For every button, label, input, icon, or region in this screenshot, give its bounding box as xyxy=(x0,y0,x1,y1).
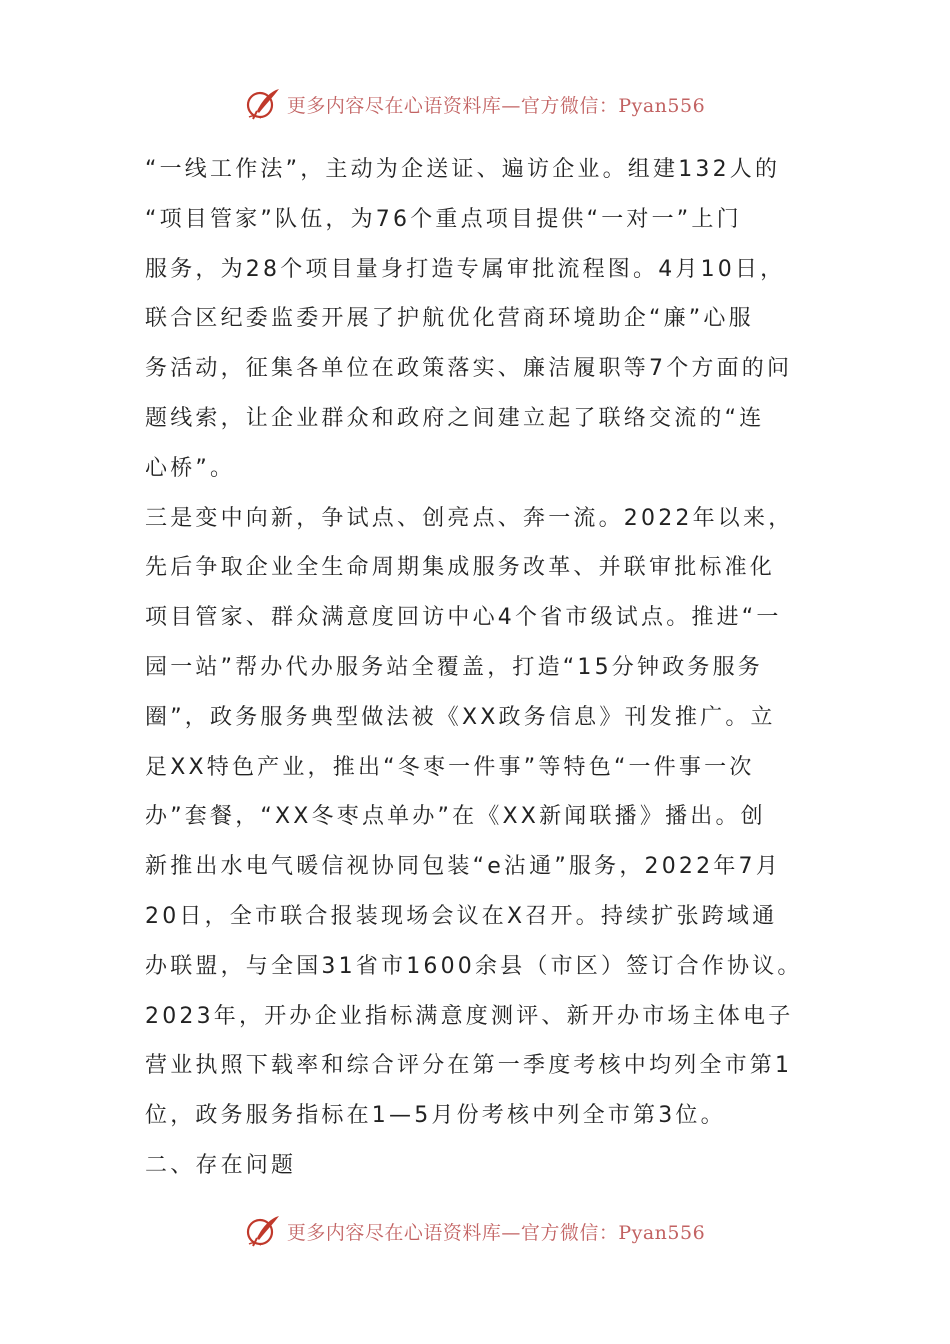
header-watermark xyxy=(0,84,950,124)
text-line: 办”套餐，“XX冬枣点单办”在《XX新闻联播》播出。创 xyxy=(145,804,766,830)
text-line: 20日，全市联合报装现场会议在X召开。持续扩张跨域通 xyxy=(145,903,778,929)
text-line: “项目管家”队伍，为76个重点项目提供“一对一”上门 xyxy=(145,206,742,232)
text-line: 营业执照下载率和综合评分在第一季度考核中均列全市第1 xyxy=(145,1053,793,1079)
text-line: 新推出水电气暖信视协同包装“e沾通”服务，2022年7月 xyxy=(145,854,781,880)
text-line: 圈”，政务服务典型做法被《XX政务信息》刊发推广。立 xyxy=(145,704,776,730)
quill-pen-logo-icon xyxy=(245,87,281,121)
text-line: 务活动，征集各单位在政策落实、廉洁履职等7个方面的问 xyxy=(145,356,793,382)
text-line: 项目管家、群众满意度回访中心4个省市级试点。推进“一 xyxy=(145,605,782,631)
text-line: 联合区纪委监委开展了护航优化营商环境助企“廉”心服 xyxy=(145,306,754,332)
document-body xyxy=(145,145,815,1191)
footer-watermark xyxy=(0,1211,950,1251)
text-line: 题线索，让企业群众和政府之间建立起了联络交流的“连 xyxy=(145,405,765,431)
text-line: 办联盟，与全国31省市1600余县（市区）签订合作协议。 xyxy=(145,953,803,979)
text-line: 服务，为28个项目量身打造专属审批流程图。4月10日， xyxy=(145,256,786,282)
quill-pen-logo-icon xyxy=(245,1214,281,1248)
text-line: 园一站”帮办代办服务站全覆盖，打造“15分钟政务服务 xyxy=(145,654,763,680)
text-line: 二、存在问题 xyxy=(145,1152,297,1178)
header-watermark-text: 更多内容尽在心语资料库—官方微信：Pyan556 xyxy=(286,94,706,117)
footer-watermark-text: 更多内容尽在心语资料库—官方微信：Pyan556 xyxy=(286,1221,706,1244)
text-line: 三是变中向新，争试点、创亮点、奔一流。2022年以来， xyxy=(145,505,794,531)
text-line: 心桥”。 xyxy=(145,455,236,481)
text-line: 位，政务服务指标在1—5月份考核中列全市第3位。 xyxy=(145,1103,726,1129)
text-line: 先后争取企业全生命周期集成服务改革、并联审批标准化 xyxy=(145,555,776,581)
text-line: 2023年，开办企业指标满意度测评、新开办市场主体电子 xyxy=(145,1003,794,1029)
text-line: “一线工作法”，主动为企送证、遍访企业。组建132人的 xyxy=(145,157,781,182)
text-line: 足XX特色产业，推出“冬枣一件事”等特色“一件事一次 xyxy=(145,754,755,780)
